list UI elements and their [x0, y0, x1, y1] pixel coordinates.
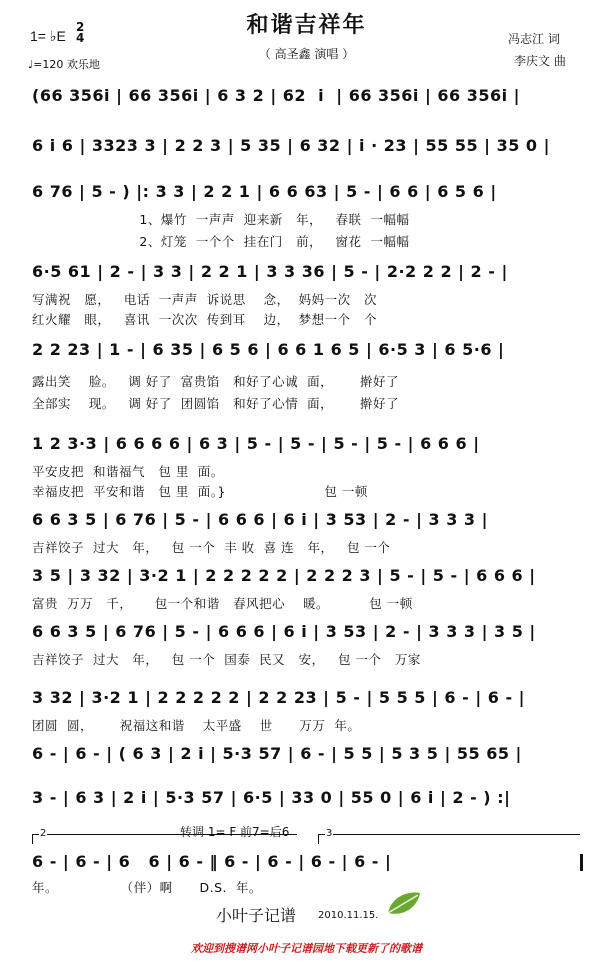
lyric-verse-1: 写满祝 愿， 电话 一声声 诉说思 念， 妈妈一次 次: [32, 292, 377, 307]
notes: 6 6 3 5 | 6 76 | 5 - | 6 6 6 | 6 i | 3 53 | 2 - | 3 3 3 | 3 5 |: [32, 622, 536, 641]
volta-number: 3: [326, 828, 333, 839]
time-signature-bottom: 4: [76, 31, 85, 45]
score-line-12: [0, 788, 613, 808]
notes: 3 - | 6 3 | 2 i | 5·3 57 | 6·5 | 33 0 | 55 0 | 6 i | 2 - ) :|: [32, 788, 511, 807]
leaf-icon: [384, 889, 424, 919]
notes: 3 5 | 3 32 | 3·2 1 | 2 2 2 2 2 | 2 2 2 3 | 5 - | 5 - | 6 6 6 |: [32, 566, 536, 585]
lyric-verse-1: 吉祥饺子 过大 年， 包 一个 国泰 民又 安， 包 一个 万家: [32, 652, 421, 667]
notes: 6 i 6 | 3323 3 | 2 2 3 | 5 35 | 6 32 | i · 23 | 55 55 | 35 0 |: [32, 136, 550, 155]
lyric-verse-1: 富贵 万万 千， 包一个和谐 春风把心 暖。 包 一顿: [32, 596, 413, 611]
score-line-9: [0, 622, 613, 667]
key-signature: 1= ♭E: [30, 28, 66, 44]
score-line-8: [0, 566, 613, 611]
score-line-1: [0, 86, 613, 106]
lyric-verse-1: 年。 （伴）啊 D.S. 年。: [32, 880, 262, 895]
lyric-verse-1: 平安皮把 和谐福气 包 里 面。: [32, 464, 224, 479]
notes: (66 356i | 66 356i | 6 3 2 | 62 i | 66 356i | 66 356i |: [32, 86, 521, 105]
score-line-6: [0, 434, 613, 499]
notes: 6 6 3 5 | 6 76 | 5 - | 6 6 6 | 6 i | 3 53 | 2 - | 3 3 3 |: [32, 510, 488, 529]
footer-notice: 欢迎到搜谱网小叶子记谱园地下载更新了的歌谱: [191, 942, 422, 955]
time-signature: [76, 22, 84, 44]
transpose-note: 转调 1= F 前7=后6: [180, 825, 290, 839]
score-line-4: [0, 262, 613, 327]
notes: 2 2 23 | 1 - | 6 35 | 6 5 6 | 6 6 1 6 5 | 6·5 3 | 6 5·6 |: [32, 340, 505, 359]
tempo-marking: ♩=120 欢乐地: [28, 58, 100, 71]
lyric-verse-1: 1、爆竹 一声声 迎来新 年， 春联 一幅幅: [32, 212, 410, 227]
time-signature-top: 2: [76, 20, 85, 34]
score-line-10: [0, 688, 613, 733]
score-line-7: [0, 510, 613, 555]
notes: 3 32 | 3·2 1 | 2 2 2 2 2 | 2 2 23 | 5 - | 5 5 5 | 6 - | 6 - |: [32, 688, 526, 707]
lyric-verse-1: 团圆 圆， 祝福这和谐 太平盛 世 万万 年。: [32, 718, 361, 733]
volta-number: 2: [40, 828, 47, 839]
score-line-2: [0, 136, 613, 156]
score-line-11: [0, 744, 613, 764]
lyric-verse-2: 红火耀 眼， 喜讯 一次次 传到耳 边， 梦想一个 个: [32, 312, 377, 327]
score-line-13: [0, 852, 613, 895]
final-barline: [580, 854, 583, 871]
notes: 6 76 | 5 - ) |: 3 3 | 2 2 1 | 6 6 63 | 5 - | 6 6 | 6 5 6 |: [32, 182, 497, 201]
notes: 6 - | 6 - | ( 6 3 | 2 i | 5·3 57 | 6 - | 5 5 | 5 3 5 | 55 65 |: [32, 744, 522, 763]
composer-credit: 李庆文 曲: [514, 54, 566, 68]
lyric-verse-1: 露出笑 脸。 调 好了 富贵馅 和好了心诚 面， 擀好了: [32, 374, 399, 389]
volta-bracket-3: [318, 828, 580, 844]
transcription-date: 2010.11.15.: [318, 910, 379, 921]
song-title: 和谐吉祥年: [246, 13, 367, 38]
notes: 6·5 61 | 2 - | 3 3 | 2 2 1 | 3 3 36 | 5 - | 2·2 2 2 | 2 - |: [32, 262, 508, 281]
transcriber-signature: 小叶子记谱: [216, 906, 297, 925]
score-line-3: [0, 182, 613, 249]
lyric-verse-1: 吉祥饺子 过大 年， 包 一个 丰 收 喜 连 年， 包 一个: [32, 540, 391, 555]
lyricist-credit: 冯志江 词: [508, 32, 560, 46]
lyric-verse-2: 2、灯笼 一个个 挂在门 前， 窗花 一幅幅: [32, 234, 410, 249]
lyric-verse-2: 幸福皮把 平安和谐 包 里 面。} 包 一顿: [32, 484, 368, 499]
lyric-verse-2: 全部实 现。 调 好了 团圆馅 和好了心情 面， 擀好了: [32, 396, 399, 411]
singer-credit: （ 高圣鑫 演唱 ）: [258, 47, 355, 61]
notes: 6 - | 6 - | 6 6 | 6 - ‖ 6 - | 6 - | 6 - | 6 - |: [32, 852, 392, 871]
score-line-5: [0, 340, 613, 411]
notes: 1 2 3·3 | 6 6 6 6 | 6 3 | 5 - | 5 - | 5 - | 5 - | 6 6 6 |: [32, 434, 480, 453]
